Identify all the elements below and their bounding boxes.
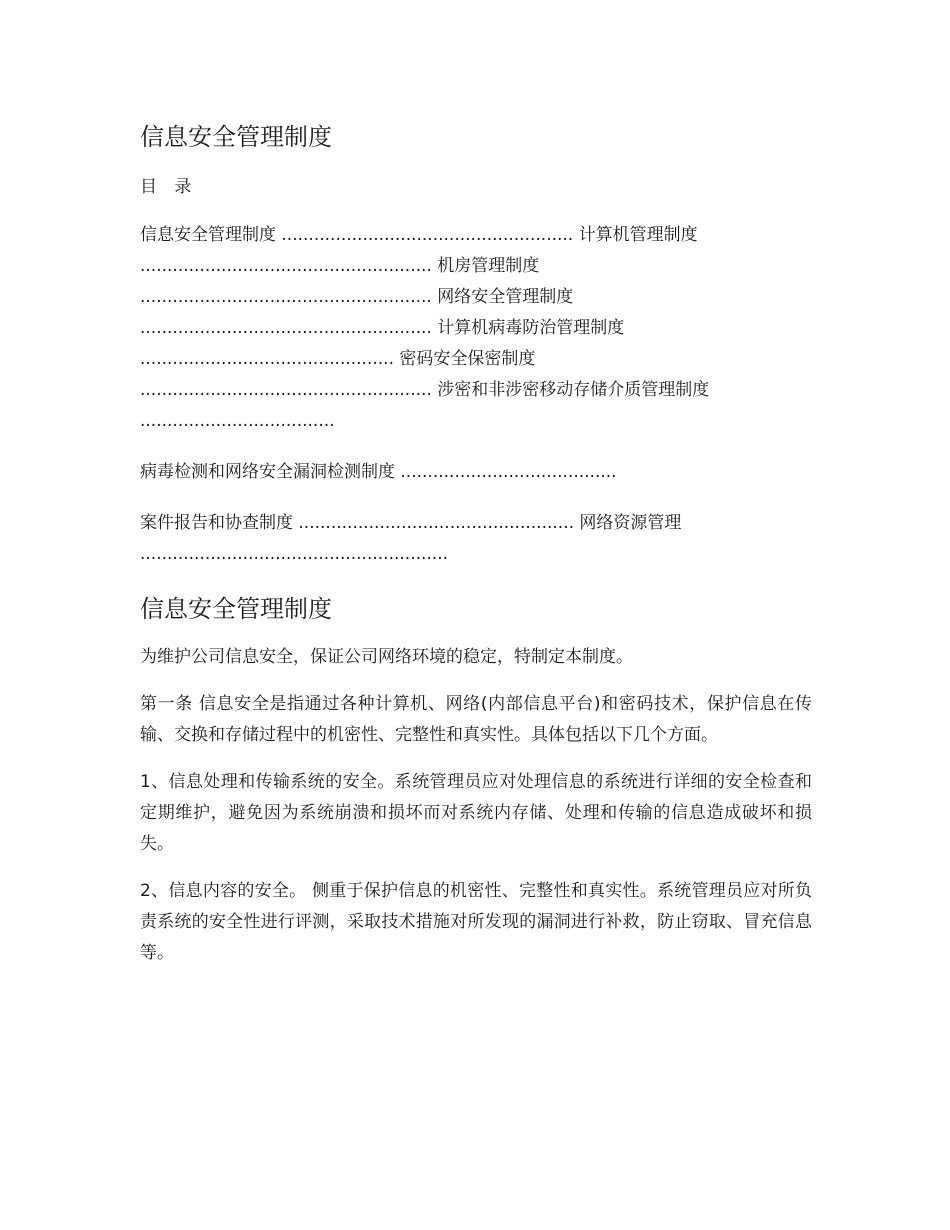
document-title: 信息安全管理制度 — [140, 123, 332, 151]
document-page — [140, 120, 812, 969]
paragraph-item-2: 2、信息内容的安全。 侧重于保护信息的机密性、完整性和真实性。系统管理员应对所负责系统的安全性进行评测，采取技术措施对所发现的漏洞进行补救，防止窃取、冒充信息等。 — [140, 881, 812, 963]
paragraph-intro: 为维护公司信息安全，保证公司网络环境的稳定，特制定本制度。 — [140, 647, 633, 667]
toc-entry-case-report: 案件报告和协查制度 ................................................... 网络资源管理 ......................................................... — [140, 513, 682, 564]
toc-heading: 目 录 — [140, 177, 198, 197]
toc-entries: 信息安全管理制度 ...................................................... 计算机管理制度 ...................................................... 机房管理制度 ...................................................... 网络安全管理制度 ...................................................... 计算机病毒防治管理制度 ............................................... 密码安全保密制度 ...................................................... 涉密和非涉密移动存储介质管理制度 .................................... — [140, 225, 710, 431]
paragraph-article-1: 第一条 信息安全是指通过各种计算机、网络(内部信息平台)和密码技术，保护信息在传输、交换和存储过程中的机密性、完整性和真实性。具体包括以下几个方面。 — [140, 694, 812, 745]
toc-entry-virus-detection: 病毒检测和网络安全漏洞检测制度 ........................................ — [140, 462, 617, 482]
paragraph-item-1: 1、信息处理和传输系统的安全。系统管理员应对处理信息的系统进行详细的安全检查和定期维护，避免因为系统崩溃和损坏而对系统内存储、处理和传输的信息造成破坏和损失。 — [140, 772, 812, 854]
section-title: 信息安全管理制度 — [140, 595, 332, 623]
